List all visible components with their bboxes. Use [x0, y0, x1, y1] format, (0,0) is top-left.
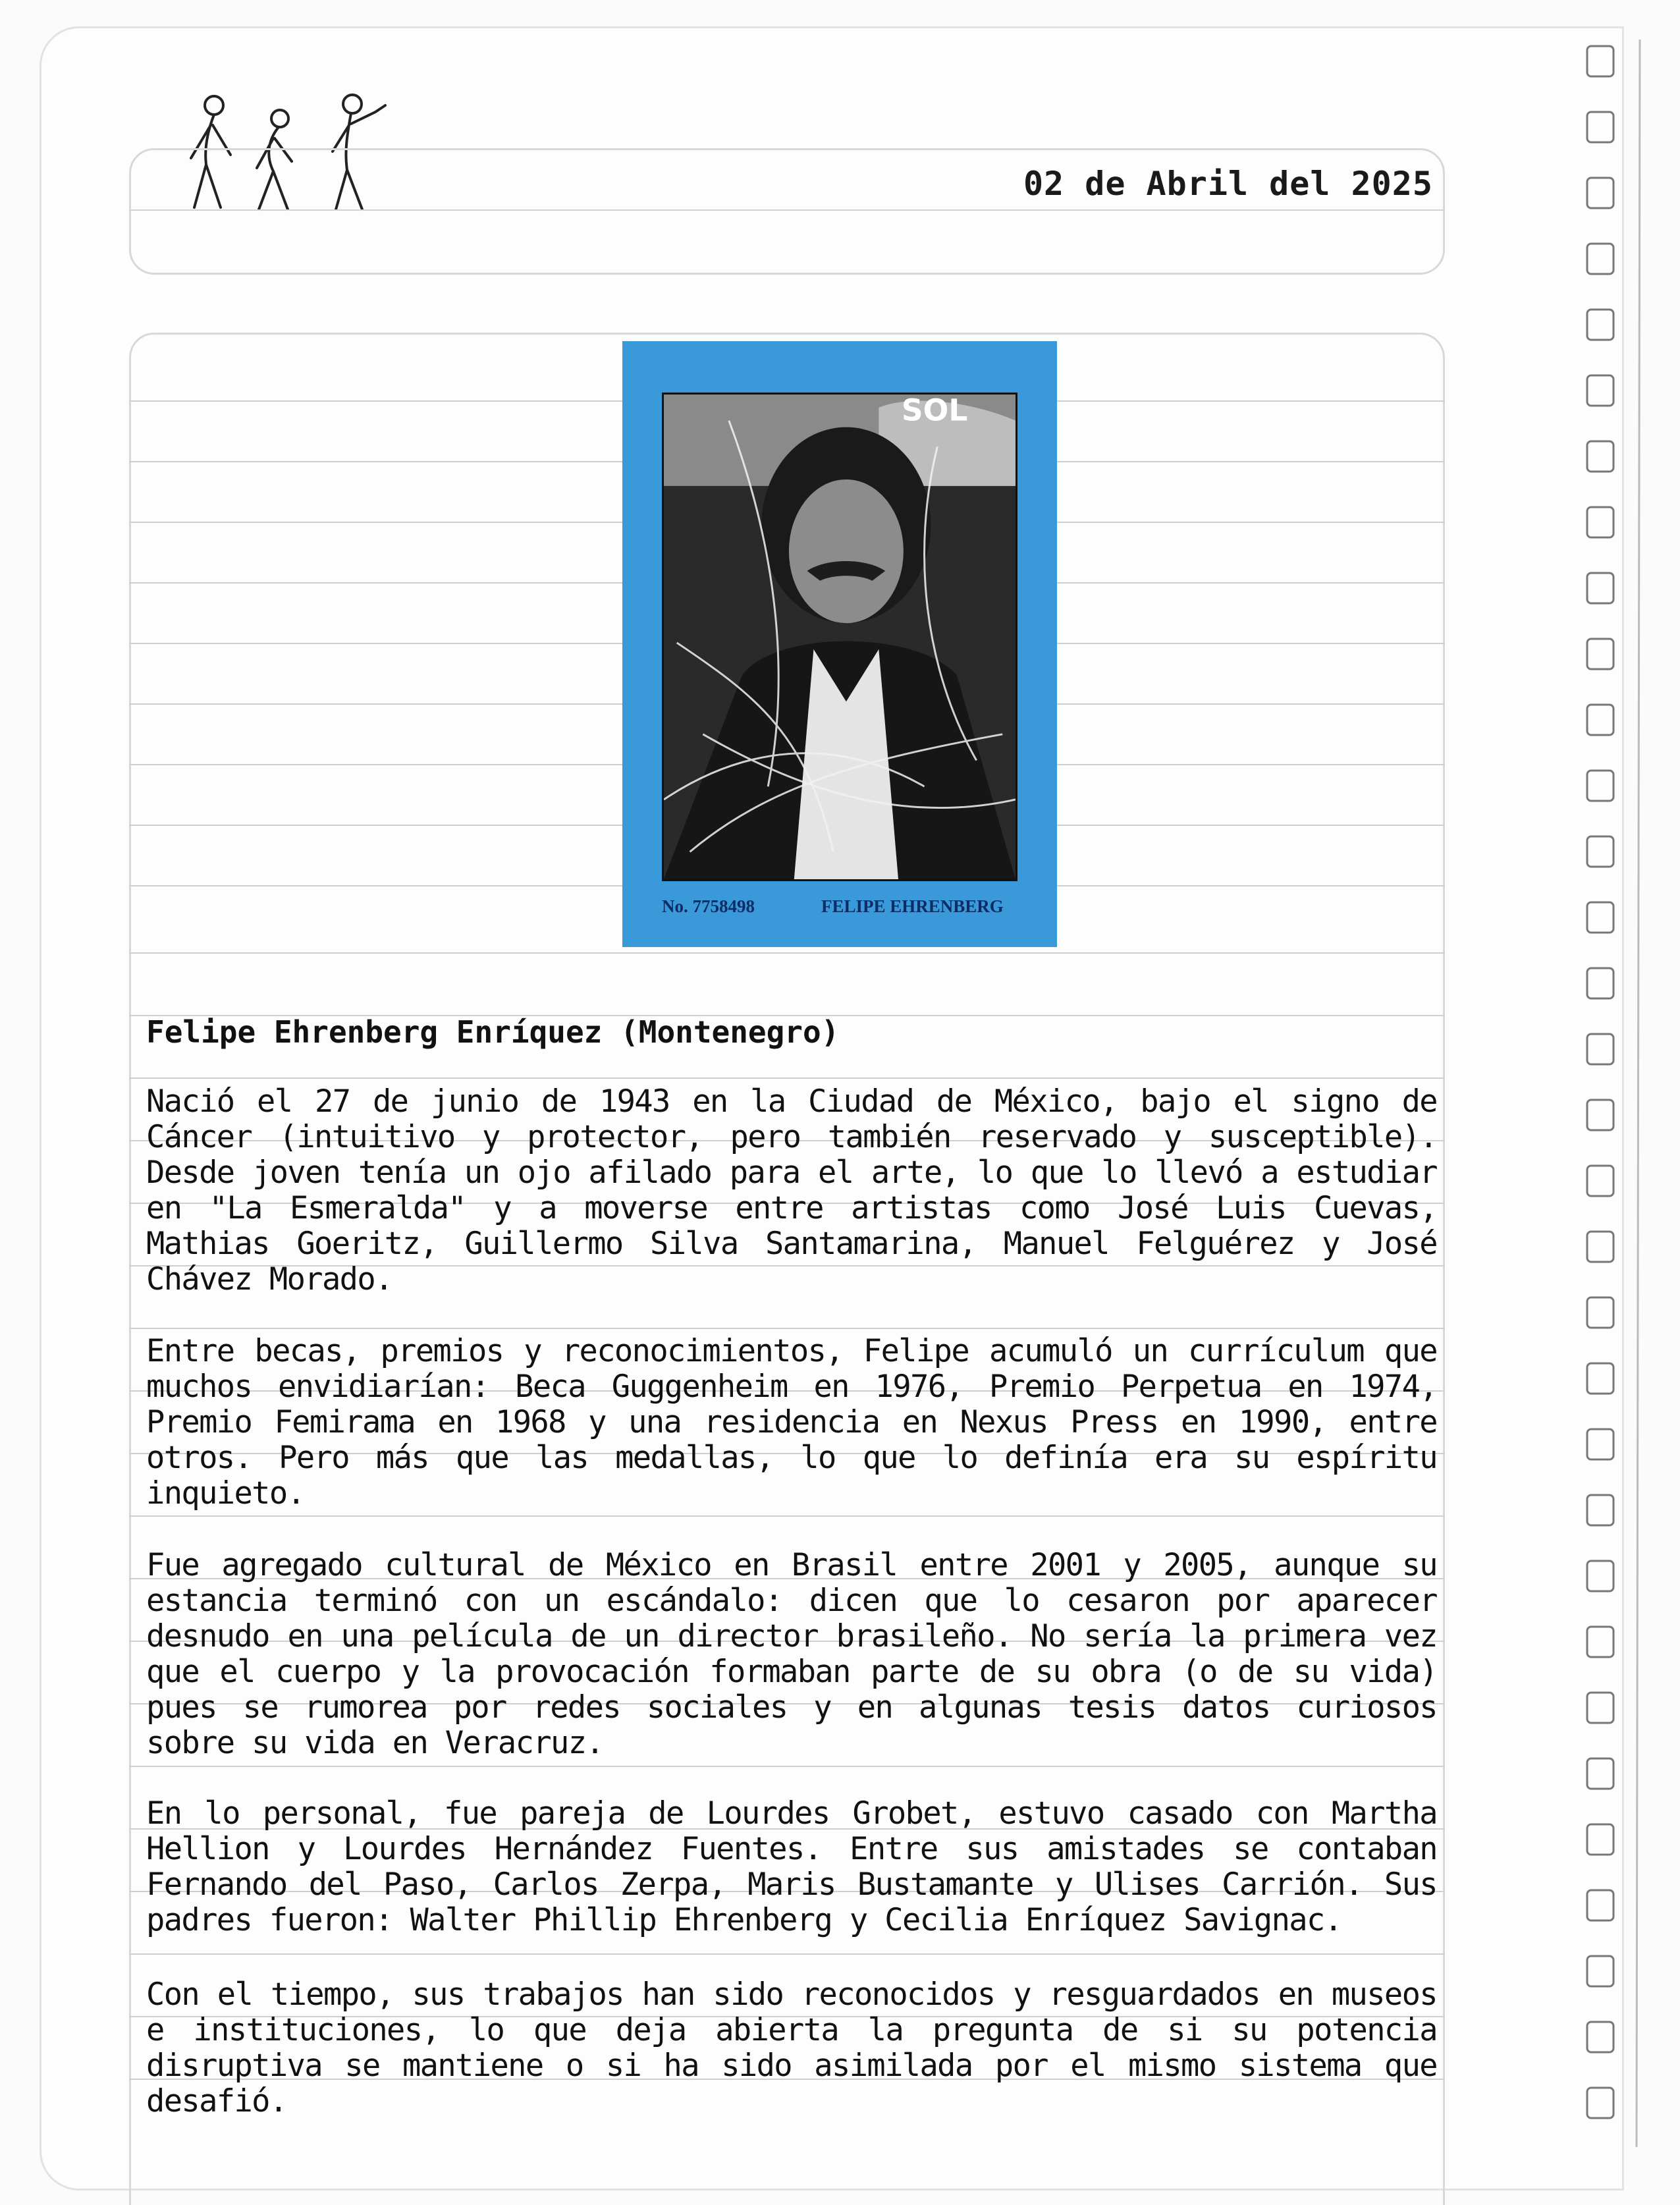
ruled-line — [129, 952, 1445, 954]
card-name: FELIPE EHRENBERG — [821, 896, 1004, 916]
ruled-line — [129, 1328, 1445, 1329]
ruled-line — [129, 1953, 1445, 1955]
paragraph: Con el tiempo, sus trabajos han sido reconocidos y resguardados en museos e instituciones, lo que deja abierta la pregunta de si su potencia disruptiva se mantiene o si ha sido asimilada por el mismo sistema que desafió. — [146, 1976, 1437, 2119]
portrait-photo-icon — [662, 393, 1017, 881]
article-title: Felipe Ehrenberg Enríquez (Montenegro) — [146, 1014, 840, 1050]
paragraph: Entre becas, premios y reconocimientos, Felipe acumuló un currículum que muchos envidiarían: Beca Guggenheim en 1976, Premio Perpetua en 1974, Premio Femirama en 1968 y una residencia en Nexus Press en 1990, entre otros. Pero más que las medallas, lo que lo definía era su espíritu inquieto. — [146, 1333, 1437, 1511]
header-rule — [129, 209, 1445, 211]
paragraph: Fue agregado cultural de México en Brasil entre 2001 y 2005, aunque su estancia terminó con un escándalo: dicen que lo cesaron por aparecer desnudo en una película de un director brasileño. No sería la primera vez que el cuerpo y la provocación formaban parte de su obra (o de su vida) pues se rumorea por redes sociales y en algunas tesis datos curiosos sobre su vida en Veracruz. — [146, 1547, 1437, 1761]
ruled-line — [129, 1766, 1445, 1767]
entry-date: 02 de Abril del 2025 — [1023, 165, 1433, 203]
paragraph: Nació el 27 de junio de 1943 en la Ciudad de México, bajo el signo de Cáncer (intuitivo y protector, pero también reservado y susceptible). Desde joven tenía un ojo afilado para el arte, lo que lo llevó a estudiar en "La Esmeralda" y a moverse entre artistas como José Luis Cuevas, Mathias Goeritz, Guillermo Silva Santamarina, Manuel Felguérez y José Chávez Morado. — [146, 1083, 1437, 1297]
spiral-binding — [1574, 40, 1673, 2147]
artist-card — [622, 341, 1057, 947]
svg-text:SOL: SOL — [901, 393, 968, 428]
paragraph: En lo personal, fue pareja de Lourdes Grobet, estuvo casado con Martha Hellion y Lourdes Hernández Fuentes. Entre sus amistades se contaban Fernando del Paso, Carlos Zerpa, Maris Bustamante y Ulises Carrión. Sus padres fueron: Walter Phillip Ehrenberg y Cecilia Enríquez Savignac. — [146, 1795, 1437, 1938]
card-number: No. 7758498 — [662, 896, 755, 916]
ruled-line — [129, 1077, 1445, 1079]
ruled-line — [129, 1515, 1445, 1517]
